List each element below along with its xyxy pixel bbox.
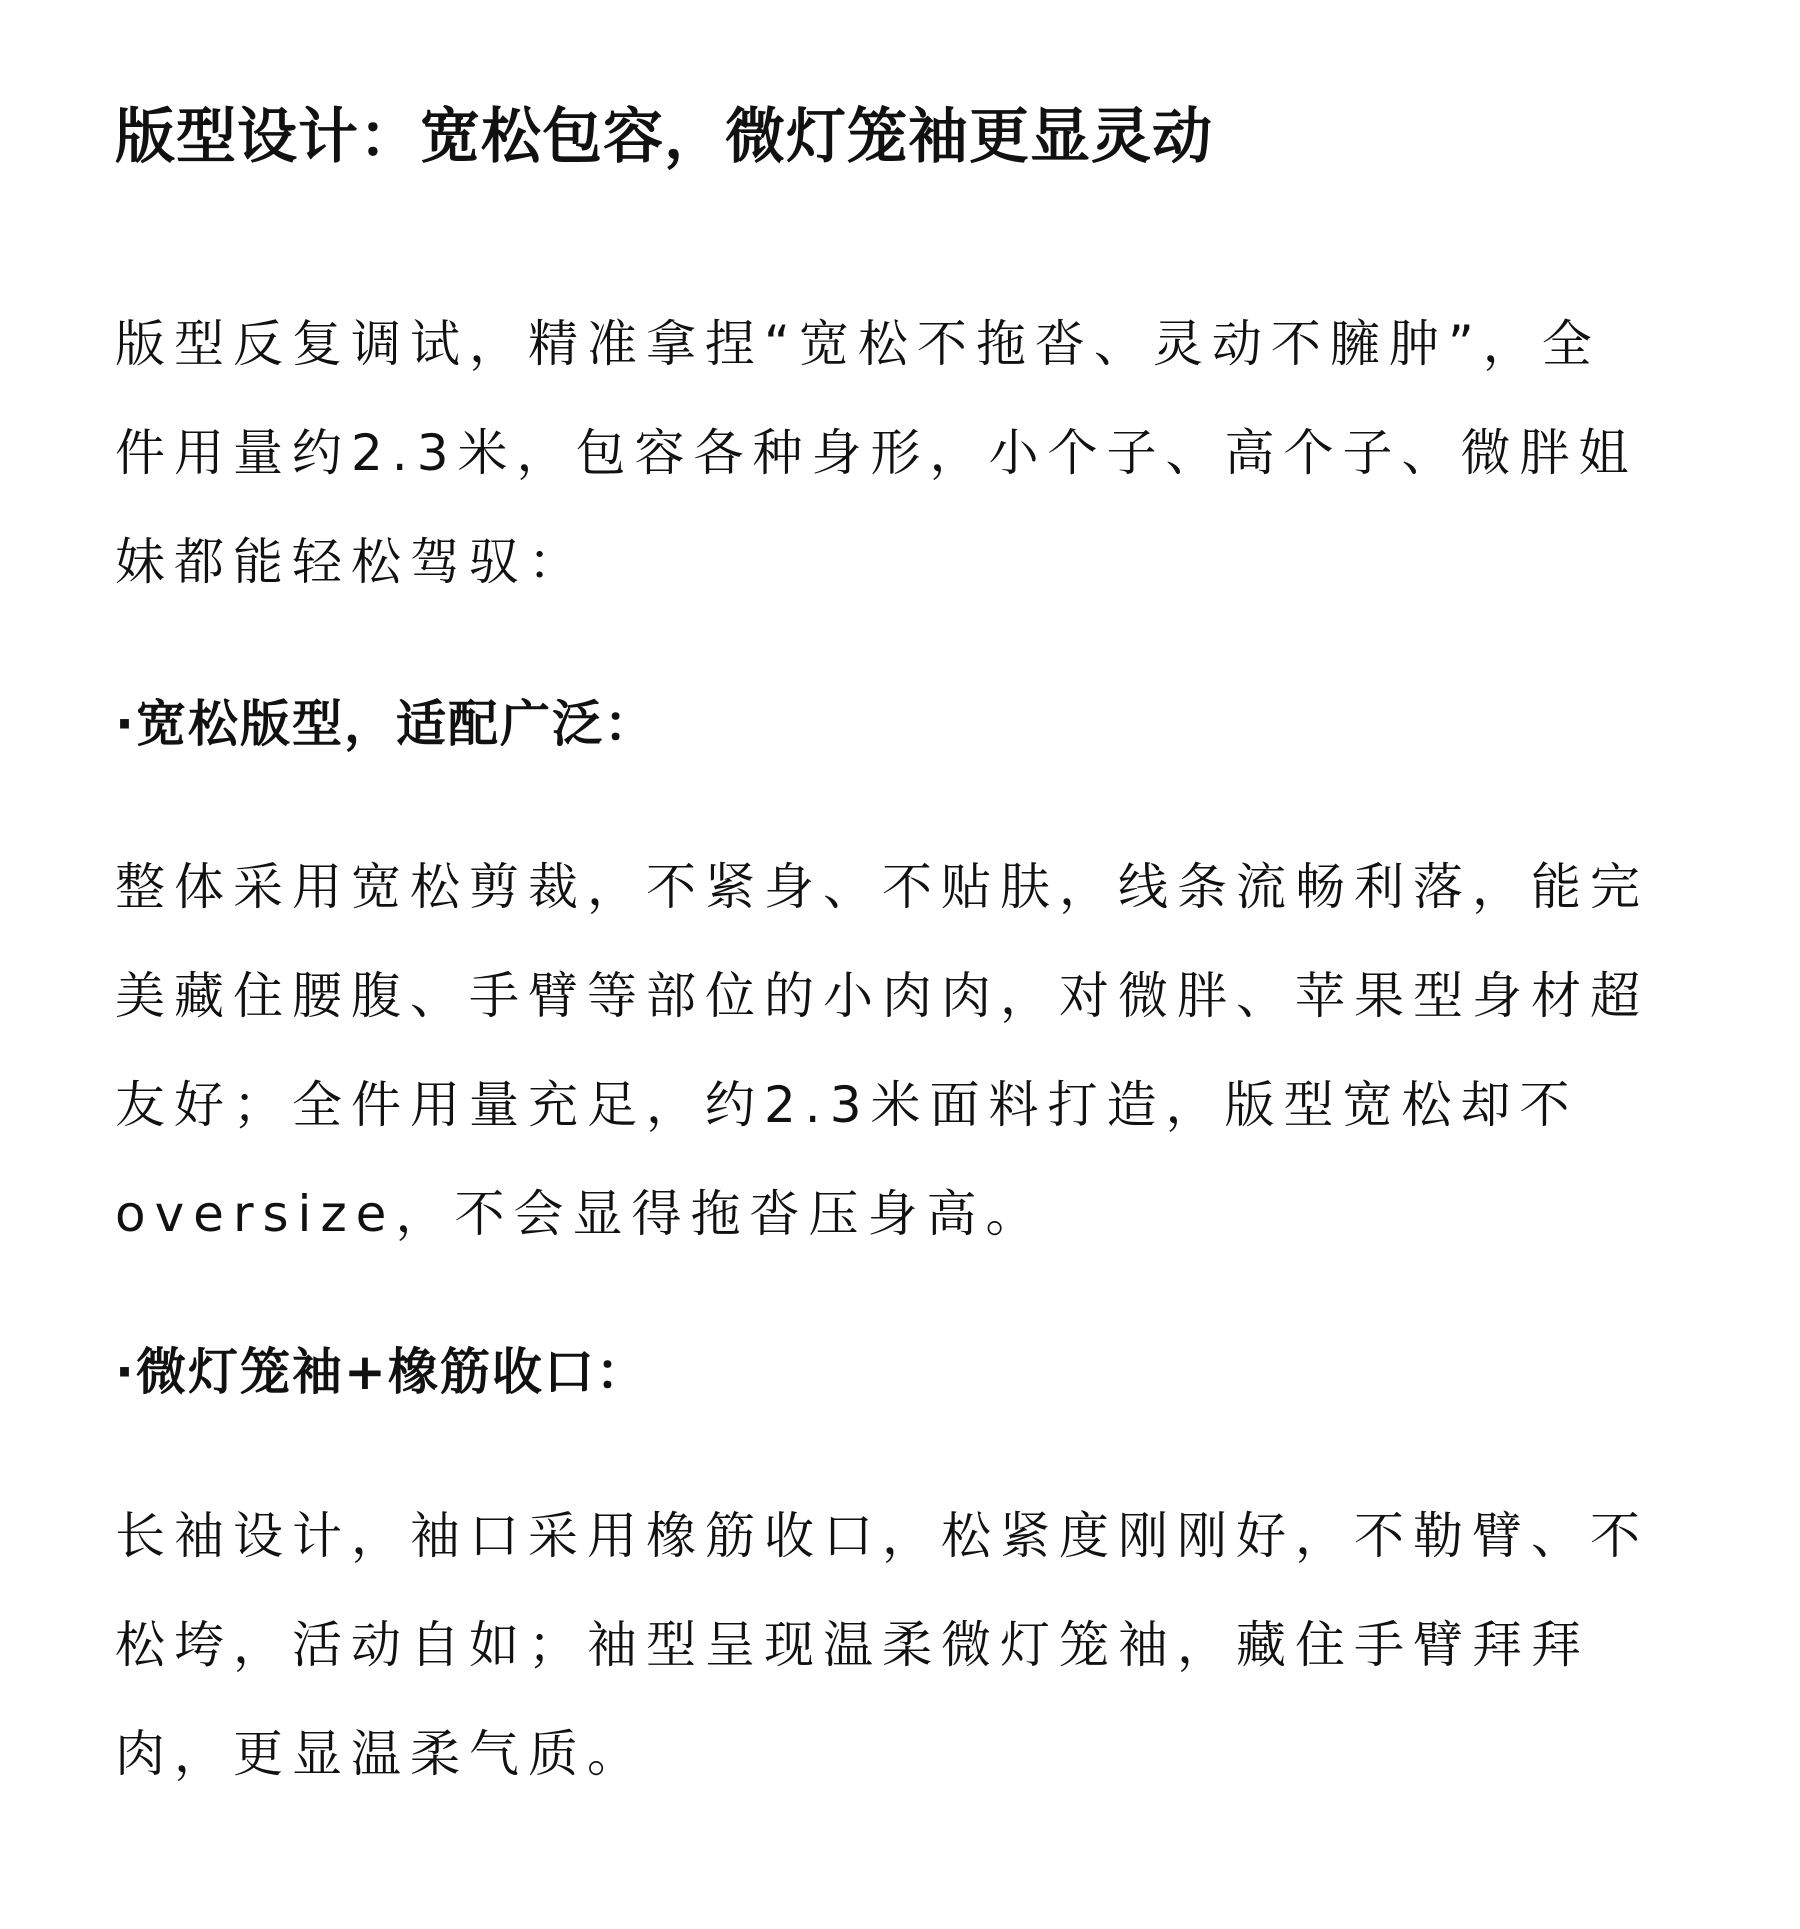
paragraph-line: 友好；全件用量充足，约2.3米面料打造，版型宽松却不 <box>115 1076 1579 1134</box>
paragraph-line: 件用量约2.3米，包容各种身形，小个子、高个子、微胖姐 <box>115 424 1638 482</box>
paragraph-line: oversize，不会显得拖沓压身高。 <box>115 1185 1045 1243</box>
section-heading-lantern-sleeve: ·微灯笼袖+橡筋收口： <box>115 1343 648 1401</box>
paragraph-line: 妹都能轻松驾驭： <box>115 533 587 591</box>
section-heading-loose-fit: ·宽松版型，适配广泛： <box>115 695 656 753</box>
intro-paragraph <box>115 290 1638 617</box>
paragraph-line: 长袖设计，袖口采用橡筋收口，松紧度刚刚好，不勒臂、不 <box>115 1507 1649 1565</box>
paragraph-line: 美藏住腰腹、手臂等部位的小肉肉，对微胖、苹果型身材超 <box>115 967 1649 1025</box>
paragraph-line: 肉，更显温柔气质。 <box>115 1725 646 1783</box>
paragraph-line: 整体采用宽松剪裁，不紧身、不贴肤，线条流畅利落，能完 <box>115 858 1649 916</box>
section-paragraph-loose-fit <box>115 833 1649 1269</box>
paragraph-line: 松垮，活动自如；袖型呈现温柔微灯笼袖，藏住手臂拜拜 <box>115 1616 1590 1674</box>
section-paragraph-lantern-sleeve <box>115 1482 1649 1809</box>
page-title: 版型设计：宽松包容，微灯笼袖更显灵动 <box>115 102 1213 172</box>
paragraph-line: 版型反复调试，精准拿捏“宽松不拖沓、灵动不臃肿”，全 <box>115 315 1601 373</box>
